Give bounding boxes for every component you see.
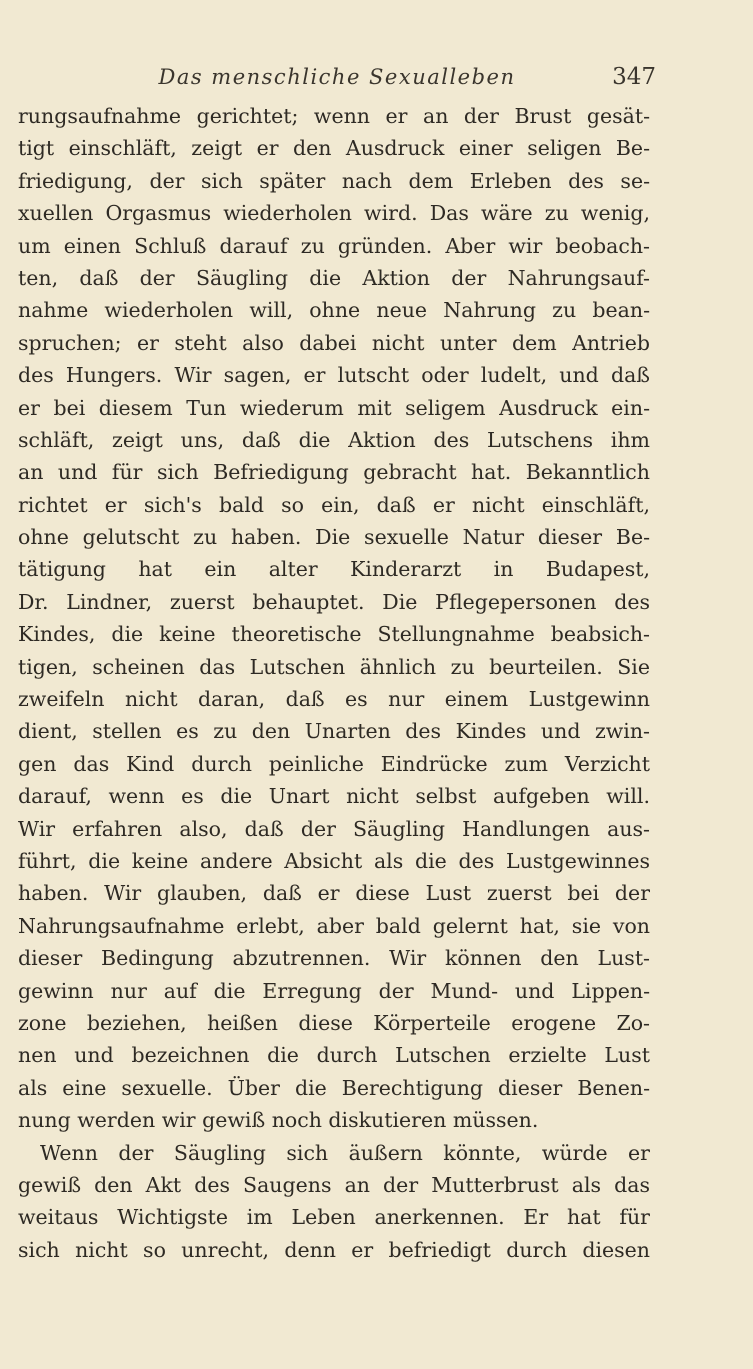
text-line: des Hungers. Wir sagen, er lutscht oder ludelt, und daß: [18, 363, 650, 388]
text-line: Wir erfahren also, daß der Säugling Handlungen aus-: [18, 816, 650, 841]
text-line: nahme wiederholen will, ohne neue Nahrung zu bean-: [18, 298, 650, 323]
page-number: 347: [612, 64, 656, 90]
text-line: zweifeln nicht daran, daß es nur einem Lustgewinn: [18, 687, 650, 712]
paragraph-end-line: nung werden wir gewiß noch diskutieren müssen.: [18, 1108, 539, 1133]
text-line: tigt einschläft, zeigt er den Ausdruck einer seligen Be-: [18, 136, 650, 161]
text-line: sich nicht so unrecht, denn er befriedigt durch diesen: [18, 1237, 650, 1262]
page-title: Das menschliche Sexualleben: [158, 65, 516, 89]
text-line: um einen Schluß darauf zu gründen. Aber wir beobach-: [18, 233, 650, 258]
text-line: spruchen; er steht also dabei nicht unter dem Antrieb: [18, 330, 650, 355]
text-line: tigen, scheinen das Lutschen ähnlich zu beurteilen. Sie: [18, 654, 650, 679]
text-line: gen das Kind durch peinliche Eindrücke zum Verzicht: [18, 751, 650, 776]
running-head: [18, 60, 656, 94]
text-line: ten, daß der Säugling die Aktion der Nahrungsauf-: [18, 265, 650, 290]
text-line: xuellen Orgasmus wiederholen wird. Das wäre zu wenig,: [18, 201, 650, 226]
text-line: er bei diesem Tun wiederum mit seligem Ausdruck ein-: [18, 395, 650, 420]
text-line: gewiß den Akt des Saugens an der Mutterbrust als das: [18, 1172, 650, 1197]
text-line: tätigung hat ein alter Kinderarzt in Budapest,: [18, 557, 650, 582]
text-line: friedigung, der sich später nach dem Erleben des se-: [18, 168, 650, 193]
text-line: Dr. Lindner, zuerst behauptet. Die Pflegepersonen des: [18, 589, 650, 614]
text-line: dieser Bedingung abzutrennen. Wir können den Lust-: [18, 946, 650, 971]
text-line: haben. Wir glauben, daß er diese Lust zuerst bei der: [18, 881, 650, 906]
text-line: führt, die keine andere Absicht als die des Lustgewinnes: [18, 848, 650, 873]
text-line: Kindes, die keine theoretische Stellungnahme beabsich-: [18, 622, 650, 647]
text-line: schläft, zeigt uns, daß die Aktion des Lutschens ihm: [18, 427, 650, 452]
text-line: richtet er sich's bald so ein, daß er nicht einschläft,: [18, 492, 650, 517]
text-line: rungsaufnahme gerichtet; wenn er an der Brust gesät-: [18, 104, 650, 128]
text-line: ohne gelutscht zu haben. Die sexuelle Natur dieser Be-: [18, 525, 650, 550]
body-text: [18, 100, 650, 1266]
text-line: weitaus Wichtigste im Leben anerkennen. Er hat für: [18, 1205, 650, 1230]
text-line: gewinn nur auf die Erregung der Mund- und Lippen-: [18, 978, 650, 1003]
text-line: als eine sexuelle. Über die Berechtigung dieser Benen-: [18, 1075, 650, 1100]
text-line: zone beziehen, heißen diese Körperteile erogene Zo-: [18, 1010, 650, 1035]
text-line: an und für sich Befriedigung gebracht hat. Bekanntlich: [18, 460, 650, 485]
text-line: dient, stellen es zu den Unarten des Kindes und zwin-: [18, 719, 650, 744]
text-line: Nahrungsaufnahme erlebt, aber bald gelernt hat, sie von: [18, 913, 650, 938]
paragraph-start-line: Wenn der Säugling sich äußern könnte, würde er: [40, 1140, 650, 1165]
text-line: nen und bezeichnen die durch Lutschen erzielte Lust: [18, 1043, 650, 1068]
text-line: darauf, wenn es die Unart nicht selbst aufgeben will.: [18, 784, 650, 809]
